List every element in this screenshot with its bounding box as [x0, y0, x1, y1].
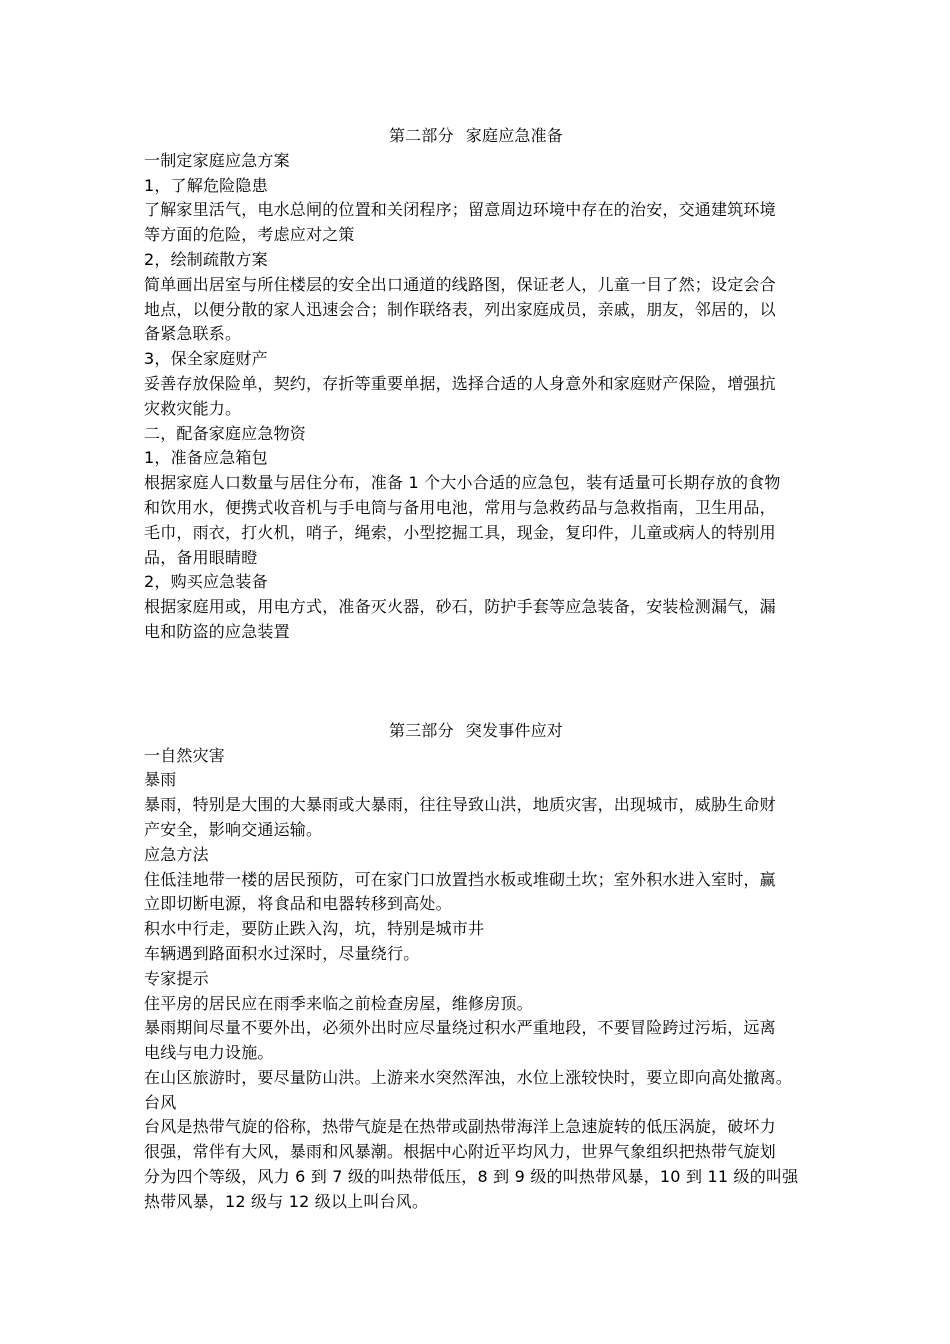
subsection-heading: 3，保全家庭财产 — [144, 349, 268, 369]
paragraph-line: 在山区旅游时，要尽量防山洪。上游来水突然浑浊，水位上涨较快时，要立即向高处撤离。 — [144, 1067, 793, 1087]
paragraph-line: 电和防盗的应急装置 — [144, 621, 290, 641]
paragraph-line: 立即切断电源，将食品和电器转移到高处。 — [144, 894, 452, 914]
section-spacer — [144, 645, 808, 719]
subsection-heading: 暴雨 — [144, 770, 177, 790]
paragraph-line: 热带风暴，12 级与 12 级以上叫台风。 — [144, 1191, 429, 1211]
part3-title-number: 第三部分 — [388, 720, 454, 740]
part2-body — [144, 149, 808, 645]
paragraph-line: 分为四个等级，风力 6 到 7 级的叫热带低压，8 到 9 级的叫热带风暴，10 到 11 级的叫强 — [144, 1167, 799, 1187]
document-page — [144, 124, 808, 1215]
subsection-heading: 专家提示 — [144, 968, 209, 988]
paragraph-line: 和饮用水，便携式收音机与手电筒与备用电池，常用与急救药品与急救指南，卫生用品， — [144, 497, 776, 517]
paragraph-line: 备紧急联系。 — [144, 324, 242, 344]
subsection-heading: 1，了解危险隐患 — [144, 175, 268, 195]
paragraph-line: 根据家庭人口数量与居住分布，准备 1 个大小合适的应急包，装有适量可长期存放的食物 — [144, 473, 781, 493]
subsection-heading: 2，绘制疏散方案 — [144, 249, 268, 269]
paragraph-line: 等方面的危险，考虑应对之策 — [144, 225, 355, 245]
section-heading: 一制定家庭应急方案 — [144, 150, 290, 170]
part3-body — [144, 744, 808, 1215]
paragraph-line: 毛巾，雨衣，打火机，哨子，绳索，小型挖掘工具，现金，复印件，儿童或病人的特别用 — [144, 522, 776, 542]
paragraph-line: 车辆遇到路面积水过深时，尽量绕行。 — [144, 943, 420, 963]
paragraph-line: 了解家里活气，电水总闸的位置和关闭程序；留意周边环境中存在的治安，交通建筑环境 — [144, 200, 776, 220]
paragraph-line: 台风是热带气旋的俗称，热带气旋是在热带或副热带海洋上急速旋转的低压涡旋，破坏力 — [144, 1117, 776, 1137]
paragraph-line: 简单画出居室与所住楼层的安全出口通道的线路图，保证老人，儿童一目了然；设定会合 — [144, 274, 776, 294]
paragraph-line: 电线与电力设施。 — [144, 1043, 274, 1063]
paragraph-line: 产安全，影响交通运输。 — [144, 819, 323, 839]
part3-title-text: 突发事件应对 — [465, 720, 563, 740]
part2-title — [144, 124, 808, 149]
paragraph-line: 暴雨期间尽量不要外出，必须外出时应尽量绕过积水严重地段，不要冒险跨过污垢，远离 — [144, 1018, 776, 1038]
paragraph-line: 住低洼地带一楼的居民预防，可在家门口放置挡水板或堆砌土坎；室外积水进入室时，赢 — [144, 869, 776, 889]
section-heading: 一自然灾害 — [144, 745, 226, 765]
section-heading: 二，配备家庭应急物资 — [144, 423, 307, 443]
part3-title — [144, 719, 808, 744]
subsection-heading: 应急方法 — [144, 844, 209, 864]
paragraph-line: 地点，以便分散的家人迅速会合；制作联络表，列出家庭成员，亲戚，朋友，邻居的，以 — [144, 299, 776, 319]
paragraph-line: 灾救灾能力。 — [144, 398, 242, 418]
paragraph-line: 住平房的居民应在雨季来临之前检查房屋，维修房顶。 — [144, 993, 533, 1013]
paragraph-line: 积水中行走，要防止跌入沟，坑，特别是城市井 — [144, 919, 485, 939]
part2-title-number: 第二部分 — [388, 126, 454, 145]
paragraph-line: 暴雨，特别是大围的大暴雨或大暴雨，往往导致山洪，地质灾害，出现城市，威胁生命财 — [144, 795, 776, 815]
subsection-heading: 1，准备应急箱包 — [144, 448, 268, 468]
paragraph-line: 根据家庭用或，用电方式，准备灭火器，砂石，防护手套等应急装备，安装检测漏气，漏 — [144, 597, 776, 617]
subsection-heading: 台风 — [144, 1092, 177, 1112]
paragraph-line: 妥善存放保险单，契约，存折等重要单据，选择合适的人身意外和家庭财产保险，增强抗 — [144, 373, 776, 393]
part2-title-text: 家庭应急准备 — [465, 126, 563, 145]
paragraph-line: 很强，常伴有大风，暴雨和风暴潮。根据中心附近平均风力，世界气象组织把热带气旋划 — [144, 1142, 776, 1162]
subsection-heading: 2，购买应急装备 — [144, 572, 268, 592]
paragraph-line: 品，备用眼睛瞪 — [144, 547, 258, 567]
